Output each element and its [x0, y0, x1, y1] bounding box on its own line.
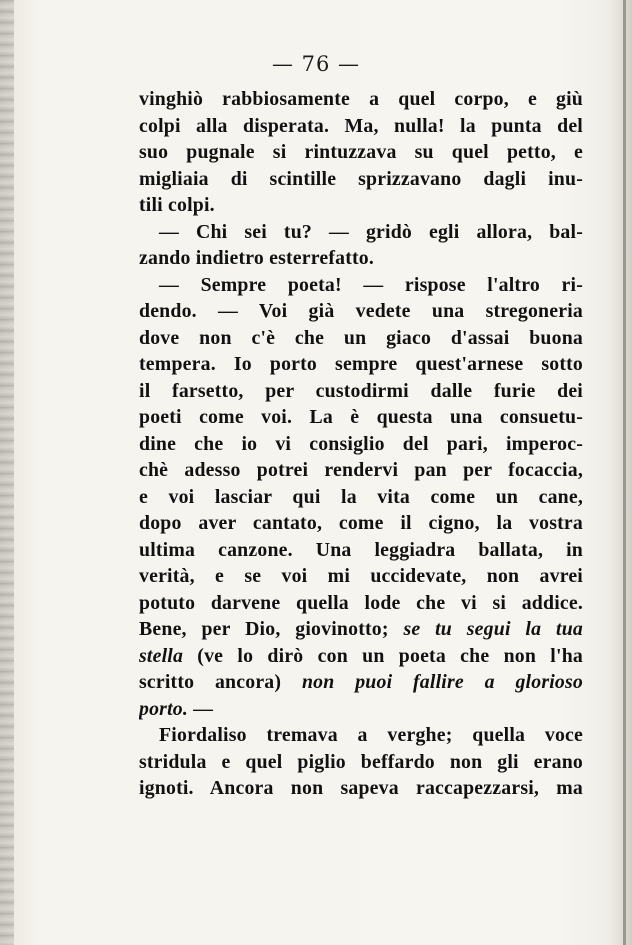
text-line: suo pugnale si rintuzzava su quel petto, e — [139, 141, 583, 163]
text-line: dove non c'è che un giaco d'assai buona — [139, 326, 583, 349]
text-line: stridula e quel piglio beffardo non gli erano — [139, 750, 583, 773]
text-line: ignoti. Ancora non sapeva raccapezzarsi, ma — [139, 777, 583, 799]
italic-text-segment: porto. — [139, 697, 189, 720]
text-line — [139, 616, 583, 643]
text-line: zando indietro esterrefatto. — [139, 247, 375, 269]
text-line: e voi lasciar qui la vita come un cane, — [139, 485, 583, 508]
page-binding-edge — [0, 0, 14, 945]
text-line: ultima canzone. Una leggiadra ballata, in — [139, 538, 583, 561]
text-line: tili colpi. — [139, 194, 215, 216]
text-line: dendo. — Voi già vedete una stregoneria — [139, 300, 583, 322]
text-line: vinghiò rabbiosamente a quel corpo, e giù — [139, 88, 583, 110]
text-line: — Sempre poeta! — rispose l'altro ri- — [159, 273, 583, 296]
page-number: — 76 — — [271, 52, 361, 76]
text-line: il farsetto, per custodirmi dalle furie dei — [139, 379, 583, 402]
text-line: verità, e se voi mi uccidevate, non avrei — [139, 565, 583, 587]
text-line: colpi alla disperata. Ma, nulla! la punta del — [139, 114, 583, 137]
text-line: — Chi sei tu? — gridò egli allora, bal- — [159, 220, 583, 243]
text-line: migliaia di scintille sprizzavano dagli inu- — [139, 167, 583, 190]
text-line: Fiordaliso tremava a verghe; quella voce — [159, 724, 583, 746]
text-line — [139, 643, 583, 670]
italic-text-segment: non puoi fallire a glorioso — [301, 671, 583, 693]
text-segment: Bene, per Dio, giovinotto; — [139, 618, 404, 640]
page-right-edge — [623, 0, 626, 945]
text-line: tempera. Io porto sempre quest'arnese sotto — [139, 353, 583, 375]
text-segment: — — [188, 697, 214, 720]
text-line — [139, 696, 583, 723]
italic-text-segment: stella — [139, 644, 184, 667]
text-line: dopo aver cantato, come il cigno, la vostra — [139, 512, 583, 534]
text-line — [139, 669, 583, 696]
text-line: chè adesso potrei rendervi pan per focaccia, — [139, 459, 583, 481]
italic-text-segment: se tu segui la tua — [403, 618, 583, 640]
text-line: poeti come voi. La è questa una consuetu- — [139, 406, 583, 428]
text-line: dine che io vi consiglio del pari, imperoc- — [139, 432, 583, 455]
text-line: potuto darvene quella lode che vi si addice. — [139, 591, 583, 614]
text-segment: scritto ancora) — [139, 671, 302, 693]
text-segment: (ve lo dirò con un poeta che non l'ha — [183, 644, 583, 667]
body-text — [139, 86, 583, 802]
